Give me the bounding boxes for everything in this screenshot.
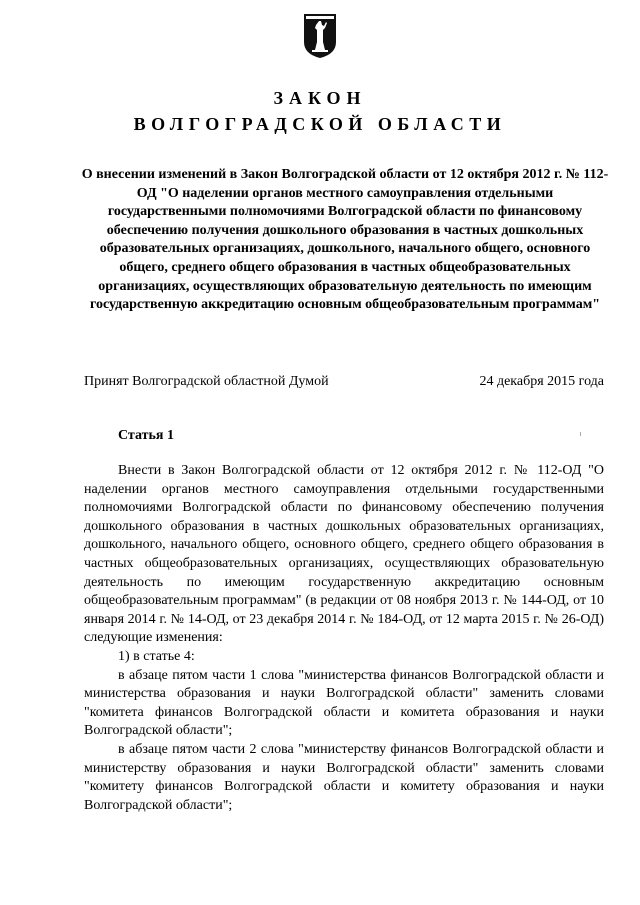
paragraph: Внести в Закон Волгоградской области от 12 октября 2012 г. № 112-ОД "О наделении органов местного самоуправления отдельными государственными полномочиями Волгоградской области по финансовому обеспечению получения дошкольного образования в частных дошкольных образовательных организациях, дошкольного, начального общего, основного общего, среднего общего образования в частных общеобразовательных организациях, осуществляющих образовательную деятельность по имеющим государственную аккредитацию основным общеобразовательным программам" (в редакции от 08 ноября 2013 г. № 144-ОД, от 10 января 2014 г. № 14-ОД, от 23 декабря 2014 г. № 184-ОД, от 12 марта 2015 г. № 26-ОД) следующие изменения: (84, 463, 604, 646)
coat-of-arms-icon (302, 12, 338, 60)
adoption-date: 24 декабря 2015 года (479, 374, 604, 389)
paragraph: в абзаце пятом части 2 слова "министерству финансов Волгоградской области и министерству образования и науки Волгоградской области" заменить словами "комитету финансов Волгоградской области и комитету образования и науки Волгоградской области"; (84, 741, 604, 813)
adoption-line (84, 374, 604, 390)
article-body (84, 462, 604, 815)
law-subject: О внесении изменений в Закон Волгоградской области от 12 октября 2012 г. № 112-ОД "О наделении органов местного самоуправления отдельными государственными полномочиями Волгоградской области по финансовому обеспечению получения дошкольного образования в частных дошкольных образовательных организациях, дошкольного, начального общего, основного общего, среднего общего образования в частных общеобразовательных организациях, осуществляющих образовательную деятельность по имеющим государственную аккредитацию основным общеобразовательным программам" (81, 167, 609, 313)
paragraph: в абзаце пятом части 1 слова "министерства финансов Волгоградской области и министерства образования и науки Волгоградской области" заменить словами "комитета финансов Волгоградской области и комитета образования и науки Волгоградской области"; (84, 667, 604, 739)
scan-mark (580, 432, 581, 436)
document-title: ЗАКОН (273, 88, 367, 108)
article-heading: Статья 1 (118, 428, 174, 443)
paragraph: 1) в статье 4: (118, 648, 195, 664)
document-subtitle: ВОЛГОГРАДСКОЙ ОБЛАСТИ (133, 114, 507, 134)
adopted-by: Принят Волгоградской областной Думой (84, 374, 329, 389)
